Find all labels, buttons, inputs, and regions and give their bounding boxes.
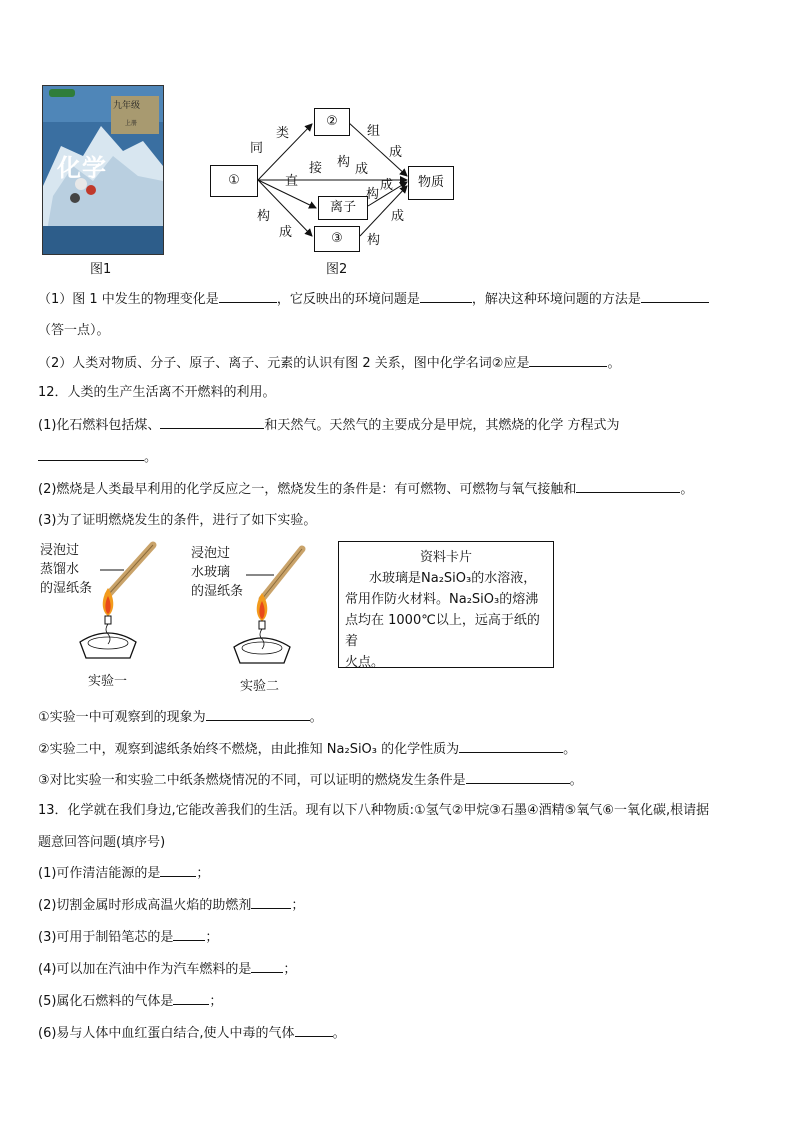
q13-heading: 13．化学就在我们身边,它能改善我们的生活。现有以下八种物质:①氢气②甲烷③石墨④酒精⑤氧气⑥一氧化碳,根请据	[38, 803, 710, 818]
q13-heading-cont: 题意回答问题(填序号)	[38, 835, 166, 850]
answer-blank[interactable]	[38, 448, 144, 461]
node-3: ③	[314, 226, 360, 252]
q13-item: (3)可用于制铅笔芯的是 ；	[38, 930, 219, 945]
answer-blank[interactable]	[173, 928, 205, 941]
label-gou1: 构	[337, 155, 351, 170]
alcohol-lamp-exp1	[78, 540, 178, 666]
textbook-cover-image	[42, 85, 164, 255]
label-gou2: 构	[366, 187, 380, 202]
q12-sub2: ②实验二中，观察到滤纸条始终不燃烧，由此推知 Na₂SiO₃ 的化学性质为 。	[38, 742, 577, 757]
info-card	[338, 541, 554, 668]
q12-sub3: ③对比实验一和实验二中纸条燃烧情况的不同，可以证明的燃烧发生条件是 。	[38, 773, 583, 788]
answer-blank[interactable]	[529, 354, 607, 367]
label-jie: 接	[309, 161, 323, 176]
q13-item: (5)属化石燃料的气体是 ；	[38, 994, 223, 1009]
q11-part2: （2）人类对物质、分子、原子、离子、元素的认识有图 2 关系，图中化学名词②应是 。	[38, 356, 621, 371]
label-cheng1: 成	[389, 145, 403, 160]
node-1: ①	[210, 165, 258, 197]
answer-blank[interactable]	[251, 896, 291, 909]
label-zu: 组	[367, 124, 381, 139]
q11-part1: （1）图 1 中发生的物理变化是 ，它反映出的环境问题是 ，解决这种环境问题的方法是	[38, 290, 709, 309]
node-substance: 物质	[408, 166, 454, 200]
info-card-title: 资料卡片	[419, 550, 472, 565]
label-zhi: 直	[285, 174, 299, 189]
book-title: 化学	[57, 154, 107, 182]
q12-part2: (2)燃烧是人类最早利用的化学反应之一，燃烧发生的条件是：有可燃物、可燃物与氧气接触和 。	[38, 482, 694, 497]
q13-item: (1)可作清洁能源的是 ；	[38, 866, 210, 881]
q13-item: (2)切割金属时形成高温火焰的助燃剂 ；	[38, 898, 305, 913]
answer-blank[interactable]	[251, 960, 283, 973]
q13-item: (4)可以加在汽油中作为汽车燃料的是 ；	[38, 962, 297, 977]
answer-blank[interactable]	[160, 416, 264, 429]
q12-part1: (1)化石燃料包括煤、 和天然气。天然气的主要成分是甲烷，其燃烧的化学 方程式为	[38, 418, 620, 433]
q12-sub1: ①实验一中可观察到的现象为 。	[38, 710, 323, 725]
exp2-caption: 实验二	[240, 679, 280, 694]
q12-part1-cont: 。	[38, 448, 157, 467]
answer-blank[interactable]	[466, 771, 570, 784]
node-ion: 离子	[318, 196, 368, 220]
q12-heading: 12．人类的生产生活离不开燃料的利用。	[38, 385, 276, 400]
answer-blank[interactable]	[420, 290, 472, 303]
label-gou3: 构	[257, 209, 271, 224]
exp1-label: 浸泡过 蒸馏水 的湿纸条	[40, 543, 93, 596]
answer-blank[interactable]	[295, 1024, 333, 1037]
book-volume: 上册	[125, 120, 138, 127]
label-gou4: 构	[367, 233, 381, 248]
answer-blank[interactable]	[641, 290, 709, 303]
answer-blank[interactable]	[459, 740, 563, 753]
q11-part1-cont: （答一点）。	[38, 323, 110, 338]
q12-part3: (3)为了证明燃烧发生的条件，进行了如下实验。	[38, 513, 317, 528]
label-cheng4: 成	[279, 225, 293, 240]
exp1-caption: 实验一	[88, 674, 128, 689]
answer-blank[interactable]	[206, 708, 310, 721]
figure1-caption: 图1	[90, 262, 112, 277]
label-cheng3: 成	[380, 178, 394, 193]
exp2-label: 浸泡过 水玻璃 的湿纸条	[191, 546, 244, 599]
alcohol-lamp-exp2	[228, 543, 328, 669]
label-cheng2: 成	[355, 162, 369, 177]
answer-blank[interactable]	[160, 864, 196, 877]
book-grade: 九年级	[113, 101, 141, 111]
answer-blank[interactable]	[576, 480, 680, 493]
node-2: ②	[314, 108, 350, 136]
answer-blank[interactable]	[219, 290, 277, 303]
info-card-text: 水玻璃是Na₂SiO₃的水溶液， 常用作防火材料。Na₂SiO₃的熔沸 点均在 1000℃以上，远高于纸的着 火点。	[345, 571, 540, 670]
label-cheng5: 成	[391, 209, 405, 224]
label-tong: 同	[250, 141, 264, 156]
answer-blank[interactable]	[173, 992, 209, 1005]
q13-item: (6)易与人体中血红蛋白结合,使人中毒的气体 。	[38, 1026, 346, 1041]
figure2-caption: 图2	[326, 262, 348, 277]
label-lei: 类	[276, 126, 290, 141]
